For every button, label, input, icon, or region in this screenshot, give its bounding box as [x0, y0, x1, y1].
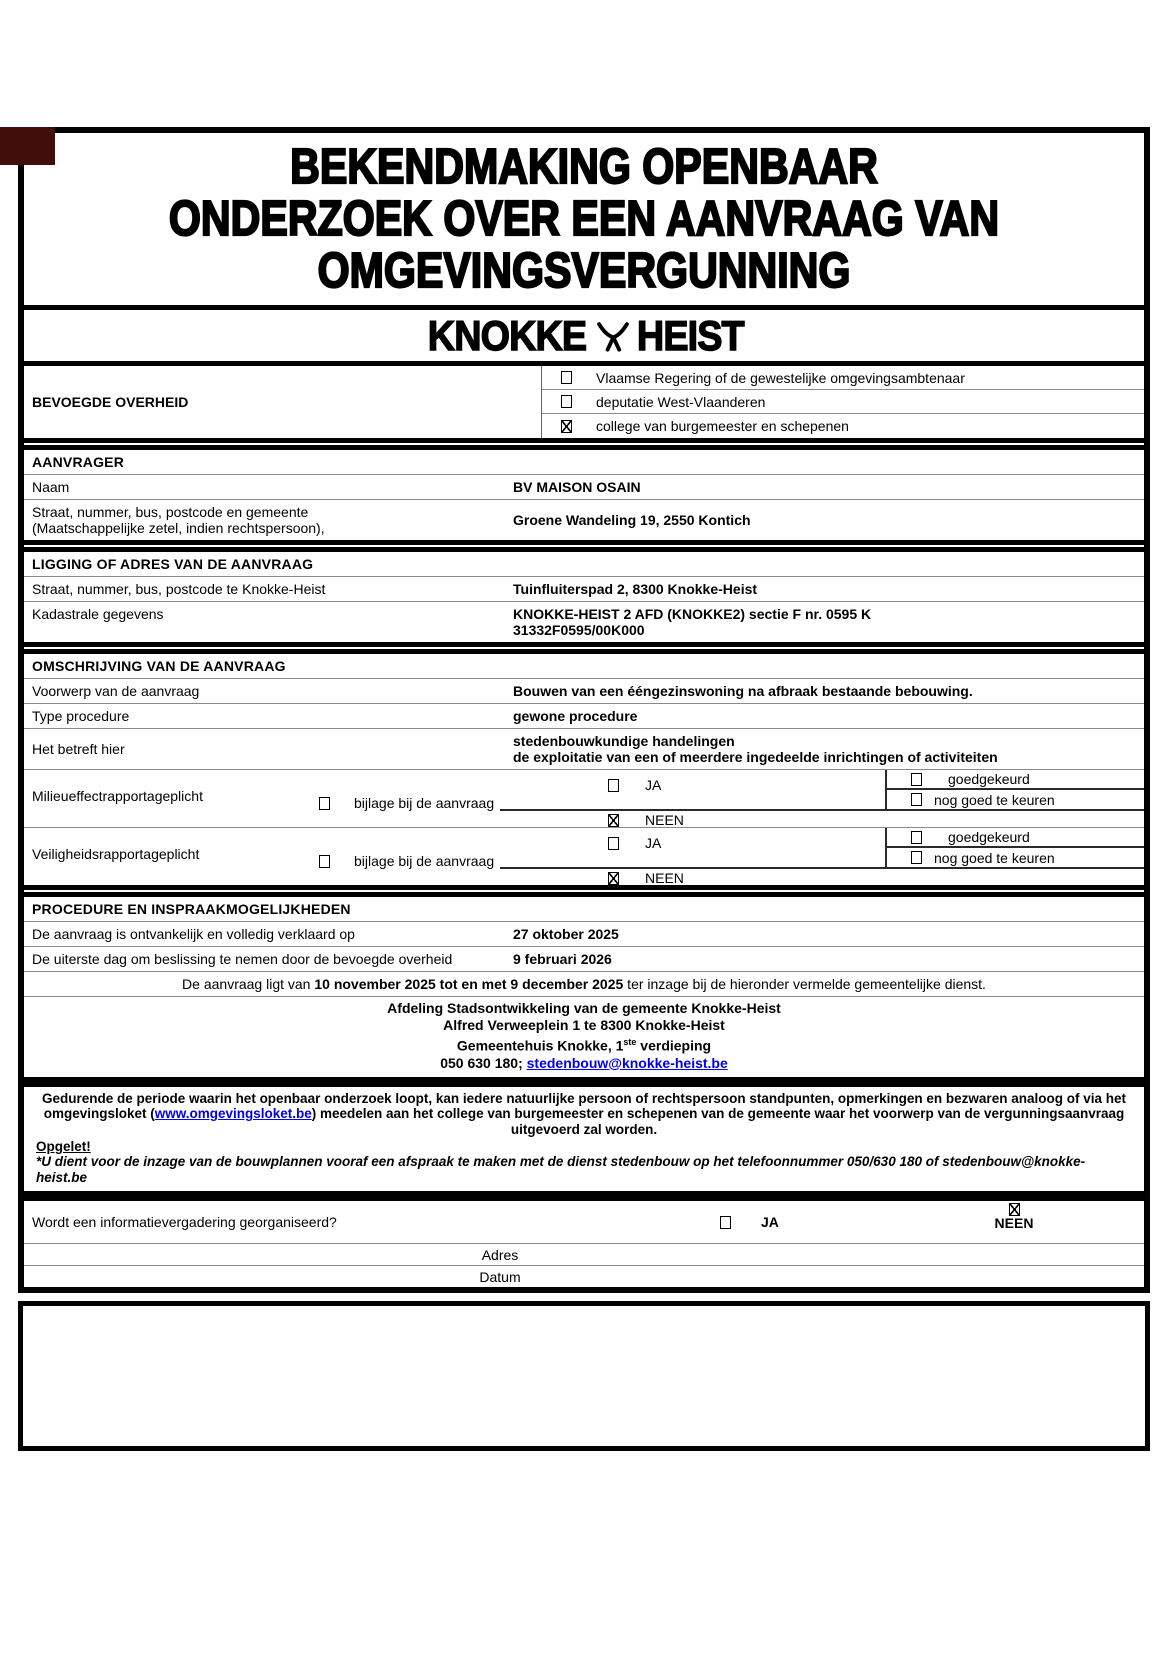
veiligheid-goedkeuring: [885, 828, 1144, 869]
milieu-label: Milieueffectrapportageplicht: [32, 788, 203, 804]
row-ligging-straat: [24, 576, 1144, 601]
dienst-verdieping: [24, 1034, 1144, 1055]
veiligheid-label: Veiligheidsrapportageplicht: [32, 846, 200, 862]
divider-line: [500, 867, 885, 869]
opgelet-label: Opgelet!: [36, 1139, 91, 1155]
inzage-suffix: ter inzage bij de hieronder vermelde gemeentelijke dienst.: [623, 976, 986, 992]
document-title: [24, 133, 1144, 310]
row-uiterste-dag: [24, 946, 1144, 971]
informatievergadering-vraag: Wordt een informatievergadering georganiseerd?: [32, 1214, 337, 1231]
checkbox-veiligheid-neen[interactable]: [608, 872, 619, 885]
checkbox-veiligheid-ja[interactable]: [608, 837, 619, 850]
inzage-periode: 10 november 2025 tot en met 9 december 2025: [314, 976, 624, 992]
naam-label: Naam: [32, 479, 70, 495]
betreft-value: [512, 729, 1144, 769]
row-inzage-periode: [24, 971, 1144, 996]
title-line-3: OMGEVINGSVERGUNNING: [317, 244, 851, 298]
milieu-nog-goed-te-keuren: [887, 790, 1144, 809]
title-line-1: BEKENDMAKING OPENBAAR: [290, 140, 878, 194]
ontvankelijk-label: De aanvraag is ontvankelijk en volledig verklaard op: [32, 926, 355, 942]
bevoegde-overheid-label: BEVOEGDE OVERHEID: [32, 394, 189, 410]
section-divider: [24, 1077, 1144, 1087]
kadaster-label: Kadastrale gegevens: [32, 606, 164, 622]
row-betreft: [24, 728, 1144, 769]
milieu-ja: [608, 777, 661, 793]
veiligheid-nog-goed-te-keuren: [887, 848, 1144, 867]
veiligheid-bijlage-label: bijlage bij de aanvraag: [354, 853, 495, 869]
option-college: [542, 414, 1144, 438]
row-datum: [24, 1265, 1144, 1287]
dienst-adres: Alfred Verweeplein 1 te 8300 Knokke-Heist: [443, 1017, 725, 1033]
section-divider: [24, 885, 1144, 897]
milieu-goedgekeurd-label: goedgekeurd: [948, 771, 1030, 787]
uiterste-label: De uiterste dag om beslissing te nemen door de bevoegde overheid: [32, 951, 453, 967]
dienst-naam: Afdeling Stadsontwikkeling van de gemeente Knokke-Heist: [387, 1000, 781, 1016]
info-ja-label: JA: [761, 1214, 779, 1231]
ontvankelijk-value: 27 oktober 2025: [513, 926, 619, 942]
milieu-neen-label: NEEN: [645, 812, 684, 828]
milieu-ja-label: JA: [645, 777, 662, 793]
dienst-verdieping-sup: ste: [623, 1037, 637, 1047]
uiterste-value: 9 februari 2026: [513, 951, 612, 967]
option-vlaamse-regering: [542, 366, 1144, 390]
veiligheid-goedgekeurd: [887, 828, 1144, 848]
afspraak-note: *U dient voor de inzage van de bouwplannen vooraf een afspraak te maken met de dienst stedenbouw op het telefoonnummer 050/630 180 of stedenbouw@knokke-heist.be: [36, 1154, 1086, 1185]
veiligheid-nog-label: nog goed te keuren: [934, 849, 1055, 866]
adres-label-line2: (Maatschappelijke zetel, indien rechtspersoon),: [32, 520, 325, 536]
checkbox-deputatie[interactable]: [561, 395, 572, 408]
datum-label: Datum: [479, 1269, 521, 1286]
aanvrager-adres-label: [24, 500, 512, 540]
inspraak-paragraaf: [36, 1091, 1132, 1138]
voorwerp-value: Bouwen van een ééngezinswoning na afbraak bestaande bebouwing.: [513, 683, 973, 699]
dienst-verdieping-suffix: verdieping: [636, 1037, 712, 1054]
empty-remarks-box: [18, 1301, 1150, 1451]
veiligheid-ja-label: JA: [645, 835, 662, 851]
checkbox-veiligheid-goedgekeurd[interactable]: [911, 831, 922, 844]
row-milieueffectrapportageplicht: [24, 769, 1144, 827]
informatievergadering-neen: [979, 1203, 1049, 1231]
section-bevoegde-overheid: [24, 366, 1144, 438]
municipality-logo: [24, 310, 1144, 366]
milieu-goedgekeurd: [887, 770, 1144, 790]
adres-value-text: Groene Wandeling 19, 2550 Kontich: [513, 512, 751, 528]
row-veiligheidsrapportageplicht: [24, 827, 1144, 885]
naam-value: BV MAISON OSAIN: [513, 479, 641, 495]
dienst-verdieping-prefix: Gemeentehuis Knokke, 1: [456, 1037, 624, 1054]
veiligheid-bijlage: [319, 853, 494, 869]
checkbox-milieu-bijlage[interactable]: [319, 797, 330, 810]
omschrijving-header: OMSCHRIJVING VAN DE AANVRAAG: [32, 658, 286, 674]
stedenbouw-email-link[interactable]: stedenbouw@knokke-heist.be: [526, 1054, 728, 1071]
kadaster-value-line1: KNOKKE-HEIST 2 AFD (KNOKKE2) sectie F nr. 0595 K: [513, 606, 872, 622]
inspraak-tekst-na: ) meedelen aan het college van burgemeester en schepenen van de gemeente waar het voorwerp van de vergunningsaanvraag uitgevoerd zal worden.: [311, 1106, 1125, 1137]
checkbox-milieu-neen[interactable]: [608, 814, 619, 827]
veiligheid-neen: [608, 870, 684, 886]
divider-line: [500, 809, 885, 811]
milieu-bijlage: [319, 795, 494, 811]
betreft-label: [24, 729, 512, 769]
title-line-2: ONDERZOEK OVER EEN AANVRAAG VAN: [168, 192, 1000, 246]
section-divider: [24, 540, 1144, 552]
checkbox-college[interactable]: [561, 420, 572, 433]
procedure-header: PROCEDURE EN INSPRAAKMOGELIJKHEDEN: [32, 901, 351, 917]
section-divider: [24, 438, 1144, 450]
milieu-nog-label: nog goed te keuren: [934, 791, 1055, 808]
corner-marker: [0, 127, 55, 165]
checkbox-veiligheid-nog[interactable]: [911, 851, 922, 864]
ligging-header: LIGGING OF ADRES VAN DE AANVRAAG: [32, 556, 314, 572]
milieu-goedkeuring: [885, 770, 1144, 811]
betreft-label-text: Het betreft hier: [32, 741, 125, 757]
veiligheid-neen-label: NEEN: [645, 870, 684, 886]
option-label: deputatie West-Vlaanderen: [596, 393, 766, 410]
option-deputatie: [542, 390, 1144, 414]
inzage-prefix: De aanvraag ligt van: [182, 976, 315, 992]
adres-label: Adres: [481, 1247, 519, 1264]
checkbox-veiligheid-bijlage[interactable]: [319, 855, 330, 868]
seagull-icon: [596, 321, 630, 355]
kadaster-value-line2: 31332F0595/00K000: [513, 622, 645, 638]
row-ontvankelijk: [24, 921, 1144, 946]
row-aanvrager-adres: [24, 499, 1144, 540]
section-inspraak: [24, 1087, 1144, 1192]
checkbox-milieu-nog[interactable]: [911, 793, 922, 806]
info-neen-label: NEEN: [994, 1215, 1034, 1232]
aanvrager-adres-value: [512, 500, 1144, 540]
row-type-procedure: [24, 703, 1144, 728]
dienst-contact: [24, 1055, 1144, 1072]
section-aanvrager: [24, 450, 1144, 540]
aanvrager-header: AANVRAGER: [32, 454, 125, 470]
dienst-telefoon: 050 630 180;: [440, 1054, 527, 1071]
adres-label-line1: Straat, nummer, bus, postcode en gemeente: [32, 504, 309, 520]
section-divider: [24, 642, 1144, 654]
option-label: college van burgemeester en schepenen: [596, 418, 849, 434]
row-kadaster: [24, 601, 1144, 642]
veiligheid-ja: [608, 835, 661, 851]
row-adres: [24, 1243, 1144, 1265]
milieu-bijlage-label: bijlage bij de aanvraag: [354, 795, 495, 811]
betreft-value-line2: de exploitatie van een of meerdere ingedeelde inrichtingen of activiteiten: [513, 749, 998, 765]
veiligheid-goedgekeurd-label: goedgekeurd: [948, 829, 1030, 845]
checkbox-milieu-ja[interactable]: [608, 779, 619, 792]
informatievergadering-ja: [720, 1214, 779, 1230]
bevoegde-overheid-options: [541, 366, 1144, 438]
ligging-straat-value: Tuinfluiterspad 2, 8300 Knokke-Heist: [513, 581, 758, 597]
logo-heist-text: HEIST: [636, 311, 744, 359]
kadaster-value: [512, 602, 1144, 642]
section-procedure: [24, 897, 1144, 1077]
inspraak-tekst-voor: Gedurende de periode waarin het openbaar onderzoek loopt, kan iedere natuurlijke persoon of rechtspersoon standpunten, opmerkingen en bezwaren analoog of via het omgevingsloket (: [42, 1090, 1126, 1122]
document-table: [18, 127, 1150, 1293]
row-informatievergadering: [24, 1201, 1144, 1243]
voorwerp-label: Voorwerp van de aanvraag: [32, 683, 200, 699]
omgevingsloket-link[interactable]: www.omgevingsloket.be: [154, 1106, 312, 1122]
checkbox-vlaamse-regering[interactable]: [561, 371, 572, 384]
option-label: Vlaamse Regering of de gewestelijke omgevingsambtenaar: [596, 369, 965, 386]
gemeentelijke-dienst-block: [24, 996, 1144, 1077]
section-omschrijving: [24, 654, 1144, 885]
row-naam: [24, 474, 1144, 499]
milieu-neen: [608, 812, 684, 828]
ligging-straat-label: Straat, nummer, bus, postcode te Knokke-Heist: [32, 581, 326, 597]
betreft-value-line1: stedenbouwkundige handelingen: [513, 733, 735, 749]
checkbox-info-ja[interactable]: [720, 1216, 731, 1229]
row-voorwerp: [24, 678, 1144, 703]
logo-knokke-text: KNOKKE: [427, 311, 586, 359]
section-divider: [24, 1191, 1144, 1201]
checkbox-milieu-goedgekeurd[interactable]: [911, 773, 922, 786]
type-procedure-label: Type procedure: [32, 708, 130, 724]
section-informatievergadering: [24, 1201, 1144, 1287]
section-ligging: [24, 552, 1144, 642]
type-procedure-value: gewone procedure: [513, 708, 638, 724]
